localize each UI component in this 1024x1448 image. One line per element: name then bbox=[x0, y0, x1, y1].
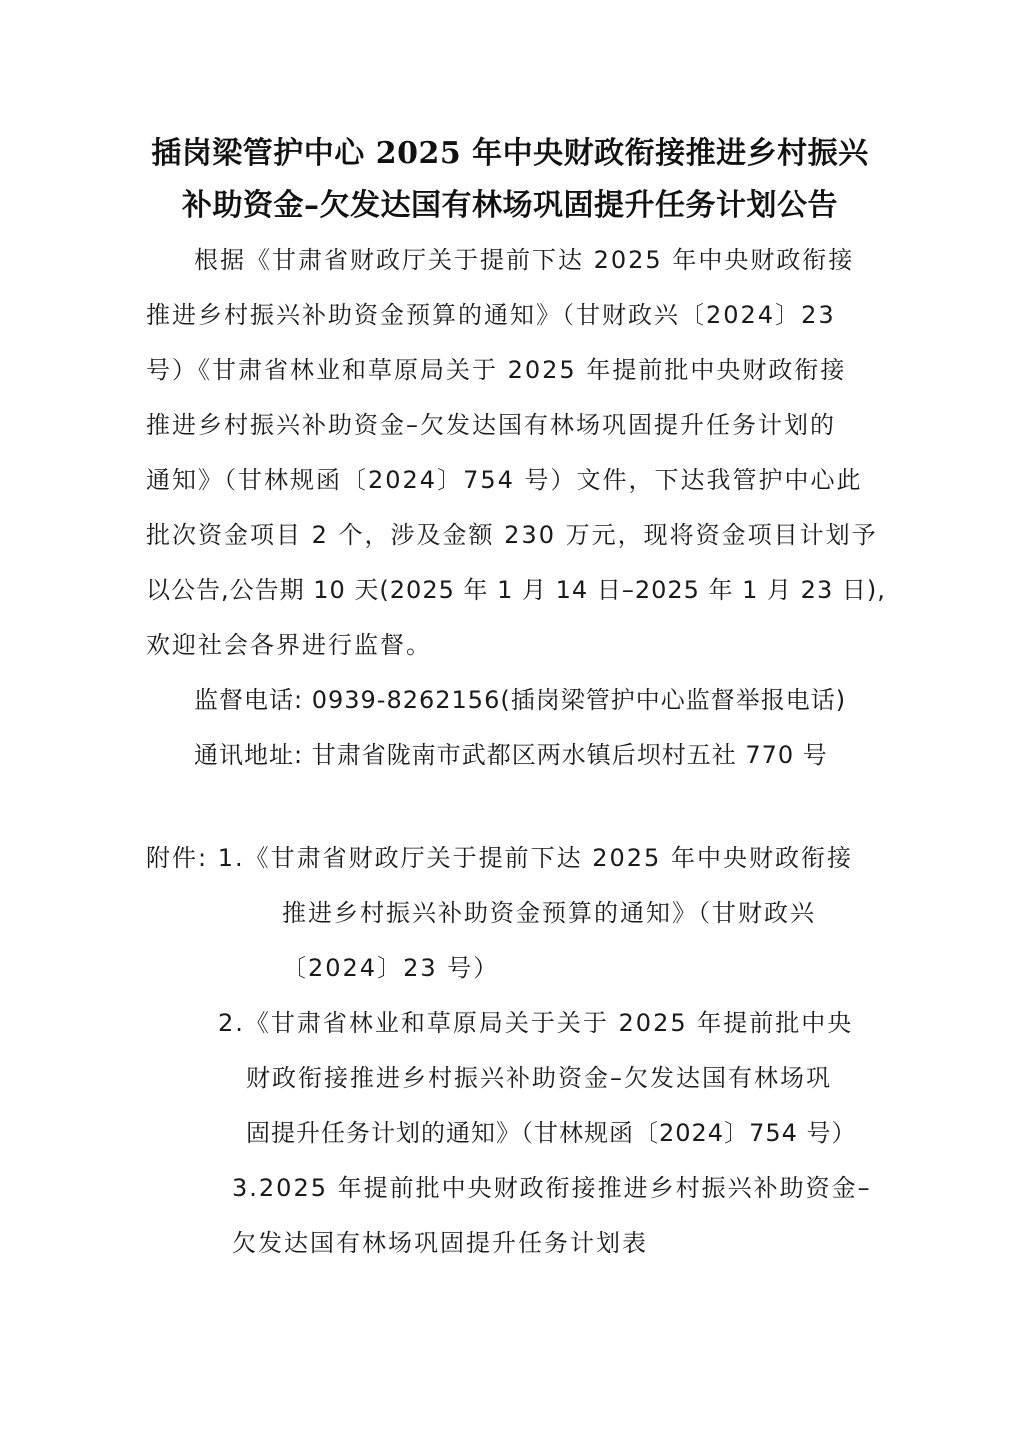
body-line-5: 通知》（甘林规函〔2024〕754 号）文件，下达我管护中心此 bbox=[146, 466, 863, 494]
supervision-phone: 监督电话: 0939-8262156(插岗梁管护中心监督举报电话) bbox=[194, 686, 847, 714]
body-line-8: 欢迎社会各界进行监督。 bbox=[146, 631, 432, 659]
attachment-line-6: 固提升任务计划的通知》（甘林规函〔2024〕754 号） bbox=[246, 1119, 857, 1147]
attachment-line-2: 推进乡村振兴补助资金预算的通知》（甘财政兴 bbox=[282, 899, 816, 927]
body-line-2: 推进乡村振兴补助资金预算的通知》（甘财政兴〔2024〕23 bbox=[146, 301, 836, 329]
mailing-address: 通讯地址: 甘肃省陇南市武都区两水镇后坝村五社 770 号 bbox=[194, 741, 828, 769]
attachment-line-1: 附件: 1.《甘肃省财政厅关于提前下达 2025 年中央财政衔接 bbox=[146, 844, 853, 872]
attachment-line-8: 欠发达国有林场巩固提升任务计划表 bbox=[232, 1229, 648, 1257]
body-line-1: 根据《甘肃省财政厅关于提前下达 2025 年中央财政衔接 bbox=[194, 246, 855, 274]
document-title-line-2: 补助资金–欠发达国有林场巩固提升任务计划公告 bbox=[182, 188, 838, 223]
attachment-line-3: 〔2024〕23 号） bbox=[282, 954, 500, 982]
document-title-line-1: 插岗梁管护中心 2025 年中央财政衔接推进乡村振兴 bbox=[151, 136, 869, 171]
body-line-7: 以公告,公告期 10 天(2025 年 1 月 14 日–2025 年 1 月 23 日), bbox=[146, 576, 886, 604]
attachment-line-5: 财政衔接推进乡村振兴补助资金–欠发达国有林场巩 bbox=[246, 1064, 832, 1092]
body-line-4: 推进乡村振兴补助资金–欠发达国有林场巩固提升任务计划的 bbox=[146, 411, 836, 439]
attachment-line-4: 2.《甘肃省林业和草原局关于关于 2025 年提前批中央 bbox=[218, 1009, 854, 1037]
body-line-3: 号）《甘肃省林业和草原局关于 2025 年提前批中央财政衔接 bbox=[146, 356, 847, 384]
body-line-6: 批次资金项目 2 个，涉及金额 230 万元，现将资金项目计划予 bbox=[146, 521, 878, 549]
attachment-line-7: 3.2025 年提前批中央财政衔接推进乡村振兴补助资金– bbox=[232, 1174, 872, 1202]
